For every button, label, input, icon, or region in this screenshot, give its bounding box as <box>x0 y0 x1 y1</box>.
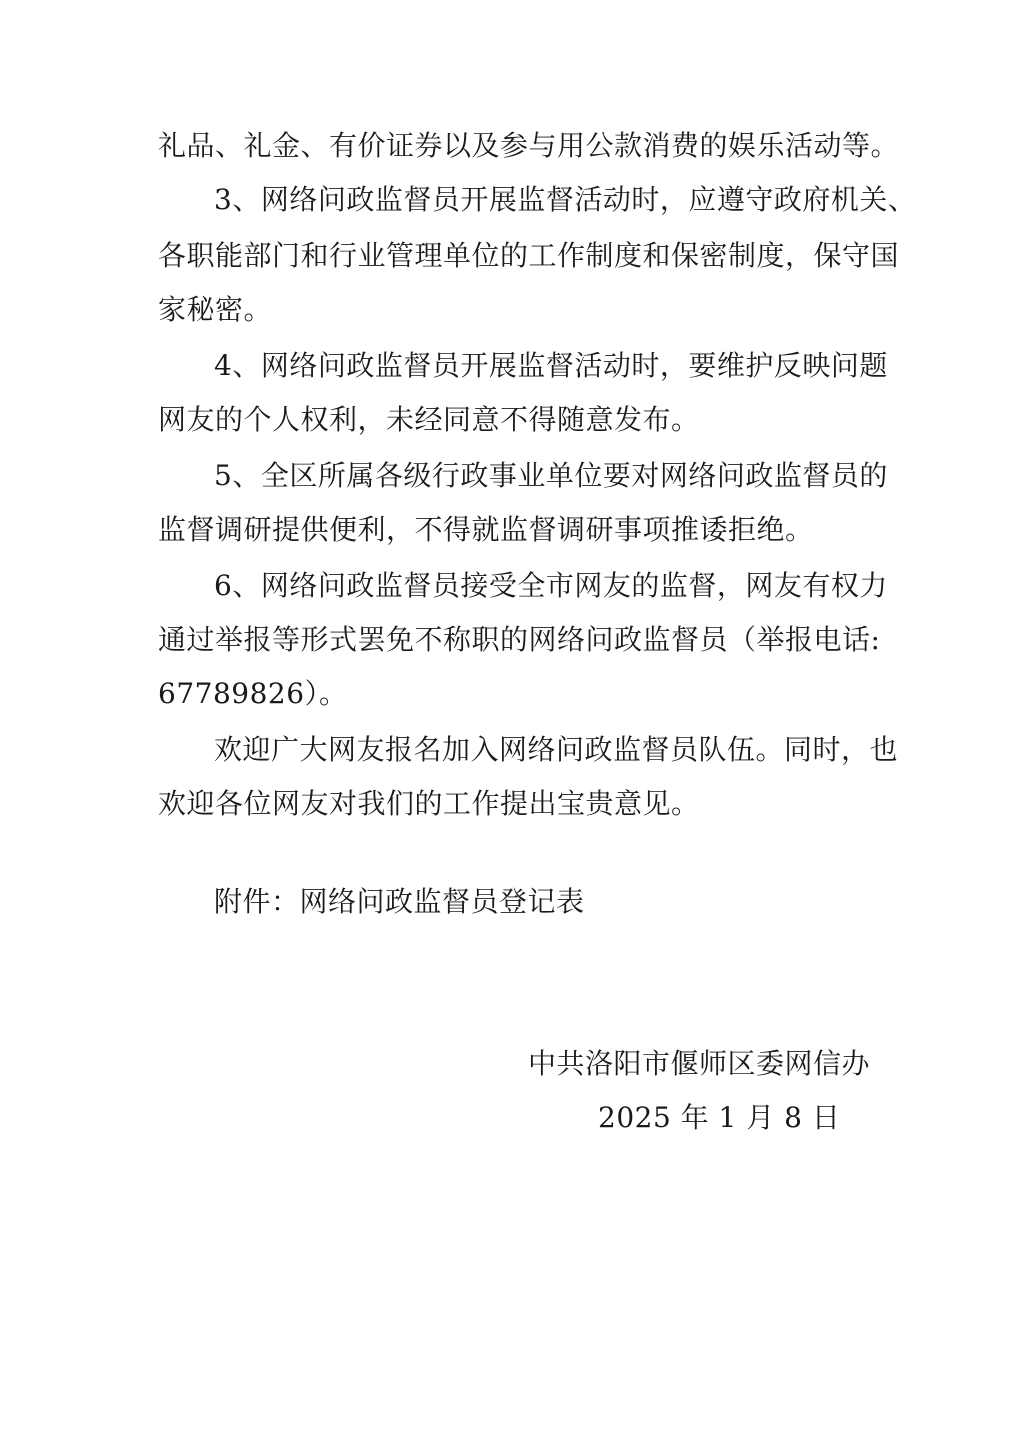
paragraph-line: 通过举报等形式罢免不称职的网络问政监督员（举报电话: <box>158 623 881 656</box>
paragraph-line: 6、网络问政监督员接受全市网友的监督，网友有权力 <box>214 569 888 602</box>
paragraph-line: 3、网络问政监督员开展监督活动时，应遵守政府机关、 <box>214 183 917 216</box>
paragraph-line: 各职能部门和行业管理单位的工作制度和保密制度，保守国 <box>158 239 900 272</box>
paragraph-line: 欢迎各位网友对我们的工作提出宝贵意见。 <box>158 787 700 820</box>
paragraph-line: 家秘密。 <box>158 293 273 326</box>
paragraph-line: 网友的个人权利，未经同意不得随意发布。 <box>158 403 700 436</box>
paragraph-line: 礼品、礼金、有价证券以及参与用公款消费的娱乐活动等。 <box>158 129 900 162</box>
paragraph-line: 监督调研提供便利，不得就监督调研事项推诿拒绝。 <box>158 513 814 546</box>
paragraph-line: 5、全区所属各级行政事业单位要对网络问政监督员的 <box>214 459 888 492</box>
signature-date: 2025 年 1 月 8 日 <box>598 1101 841 1134</box>
paragraph-line: 欢迎广大网友报名加入网络问政监督员队伍。同时，也 <box>214 733 899 766</box>
paragraph-line: 4、网络问政监督员开展监督活动时，要维护反映问题 <box>214 349 888 382</box>
paragraph-line: 67789826）。 <box>158 677 348 710</box>
signature-organization: 中共洛阳市偃师区委网信办 <box>527 1047 870 1080</box>
attachment-note: 附件：网络问政监督员登记表 <box>214 885 585 918</box>
